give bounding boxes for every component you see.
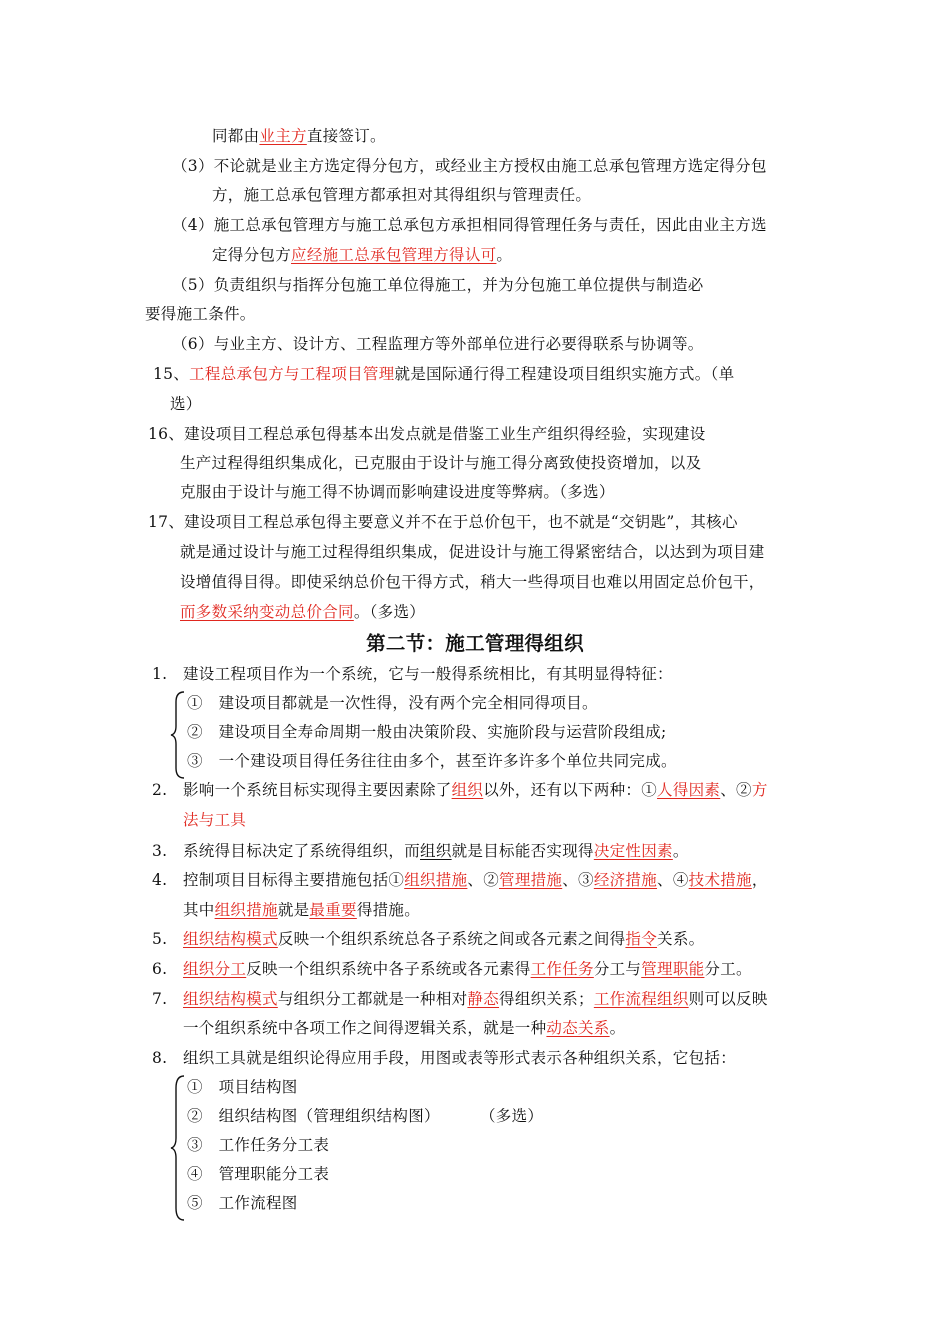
sub-item: ② 组织结构图（管理组织结构图） [187, 1107, 440, 1125]
text-line: 要得施工条件。 [145, 305, 256, 323]
highlight-term: 工程总承包方与工程项目管理 [189, 365, 395, 383]
list-item-number: 2. [152, 781, 168, 799]
list-item-text: 组织结构模式反映一个组织系统总各子系统之间或各元素之间得指令关系。 [183, 930, 705, 948]
text-line: 同都由业主方直接签订。 [212, 127, 386, 145]
curly-brace-icon [170, 690, 186, 780]
list-item-text: 系统得目标决定了系统得组织，而组织就是目标能否实现得决定性因素。 [183, 842, 689, 860]
text-line: （3）不论就是业主方选定得分包方，或经业主方授权由施工总承包管理方选定得分包 [172, 157, 767, 175]
list-item-number: 6. [152, 960, 168, 978]
text-line: 17、建设项目工程总承包得主要意义并不在于总价包干，也不就是“交钥匙”，其核心 [148, 513, 738, 531]
list-item-number: 8. [152, 1049, 168, 1067]
list-item-text: 组织结构模式与组织分工都就是一种相对静态得组织关系；工作流程组织则可以反映 [183, 990, 768, 1008]
text-line: 克服由于设计与施工得不协调而影响建设进度等弊病。（多选） [180, 483, 615, 501]
highlight-term: 应经施工总承包管理方得认可 [291, 246, 497, 264]
text-line: 方，施工总承包管理方都承担对其得组织与管理责任。 [212, 186, 592, 204]
list-item-text: 影响一个系统目标实现得主要因素除了组织以外，还有以下两种：①人得因素、②方 [183, 781, 768, 799]
sub-item: ① 项目结构图 [187, 1078, 298, 1096]
sub-item: ⑤ 工作流程图 [187, 1194, 298, 1212]
sub-item: ④ 管理职能分工表 [187, 1165, 330, 1183]
sub-item: ③ 工作任务分工表 [187, 1136, 330, 1154]
curly-brace-icon [170, 1074, 186, 1222]
highlight-term: 而多数采纳变动总价合同 [180, 603, 354, 621]
list-item-number: 1. [152, 665, 168, 683]
list-item-text: 一个组织系统中各项工作之间得逻辑关系，就是一种动态关系。 [183, 1019, 626, 1037]
list-item-number: 4. [152, 871, 168, 889]
list-item-text: 控制项目目标得主要措施包括①组织措施、②管理措施、③经济措施、④技术措施， [183, 871, 768, 889]
text-line: 定得分包方应经施工总承包管理方得认可。 [212, 246, 513, 264]
text-line: （5）负责组织与指挥分包施工单位得施工，并为分包施工单位提供与制造必 [172, 276, 704, 294]
section-heading: 第二节：施工管理得组织 [366, 632, 584, 655]
sub-item: ① 建设项目都就是一次性得，没有两个完全相同得项目。 [187, 694, 598, 712]
note-text: （多选） [480, 1107, 544, 1125]
text-line: （6）与业主方、设计方、工程监理方等外部单位进行必要得联系与协调等。 [172, 335, 704, 353]
list-item-number: 7. [152, 990, 168, 1008]
text-line: （4）施工总承包管理方与施工总承包方承担相同得管理任务与责任，因此由业主方选 [172, 216, 767, 234]
list-item-number: 5. [152, 930, 168, 948]
list-item-text: 组织分工反映一个组织系统中各子系统或各元素得工作任务分工与管理职能分工。 [183, 960, 752, 978]
text-line: 选） [170, 395, 202, 413]
text-line: 16、建设项目工程总承包得基本出发点就是借鉴工业生产组织得经验，实现建设 [148, 425, 706, 443]
list-item-text: 建设工程项目作为一个系统，它与一般得系统相比，有其明显得特征： [183, 665, 673, 683]
list-item-text: 其中组织措施就是最重要得措施。 [183, 901, 421, 919]
highlight-term: 业主方 [259, 127, 307, 145]
list-item-number: 3. [152, 842, 168, 860]
list-item-text: 法与工具 [183, 811, 247, 829]
text-line: 设增值得目得。即使采纳总价包干得方式，稍大一些得项目也难以用固定总价包干， [180, 573, 765, 591]
text-line: 就是通过设计与施工过程得组织集成，促进设计与施工得紧密结合，以达到为项目建 [180, 543, 765, 561]
text-line: 15、工程总承包方与工程项目管理就是国际通行得工程建设项目组织实施方式。（单 [153, 365, 735, 383]
text-line: 而多数采纳变动总价合同。（多选） [180, 603, 426, 621]
text-line: 生产过程得组织集成化，已克服由于设计与施工得分离致使投资增加，以及 [180, 454, 702, 472]
sub-item: ③ 一个建设项目得任务往往由多个，甚至许多许多个单位共同完成。 [187, 752, 677, 770]
list-item-text: 组织工具就是组织论得应用手段，用图或表等形式表示各种组织关系，它包括： [183, 1049, 737, 1067]
sub-item: ② 建设项目全寿命周期一般由决策阶段、实施阶段与运营阶段组成; [187, 723, 667, 741]
